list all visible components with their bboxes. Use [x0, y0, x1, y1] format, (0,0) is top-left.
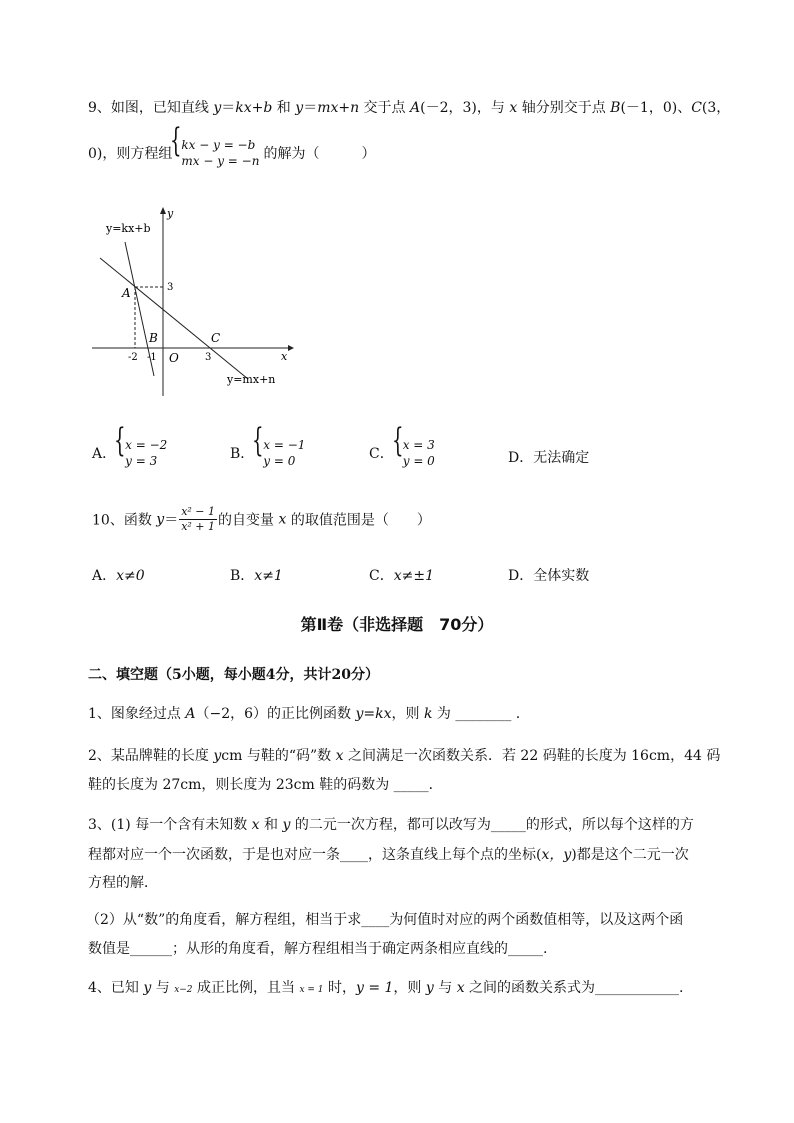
q9-option-d[interactable]: D．无法确定 — [508, 450, 590, 466]
q9-line1: 9、如图，已知直线 y＝kx+b 和 y＝mx+n 交于点 A(－2，3)，与 x 轴分别交于点 B(－1，0)、C(3， — [88, 100, 731, 116]
origin-label: O — [169, 351, 179, 365]
q9-graph — [90, 200, 300, 400]
tick-y-3: 3 — [167, 282, 174, 293]
tick-x-neg2: -2 — [128, 352, 138, 363]
label-mxn: y=mx+n — [227, 373, 276, 386]
part2-title: 第Ⅱ卷（非选择题 70分） — [300, 615, 494, 634]
axis-y-label: y — [167, 207, 174, 220]
y-axis-arrow-icon — [160, 207, 166, 214]
q10-stem: 10、函数 y＝ $\frac{\text{x² − 1}}{\text{x² + 1}}$ 的自变量 x 的取值范围是（ ） — [92, 505, 431, 533]
label-kxb: y=kx+b — [106, 222, 151, 235]
q9-option-c[interactable]: C． { x = 3 y = 0 — [369, 437, 435, 469]
fraction: $\frac{\text{x² − 1}}{\text{x² + 1}}$ — [181, 505, 216, 533]
fill-q3-part2-line2: 数值是______；从形的角度看，解方程组相当于确定两条相应直线的_____. — [88, 941, 548, 957]
fill-q4: 4、已知 y 与 x−2 成正比例，且当 x = 1 时，y = 1，则 y 与 x 之间的函数关系式为____________. — [88, 980, 684, 996]
point-C-label: C — [211, 331, 221, 345]
q9-option-a[interactable]: A． { x = −2 y = 3 — [92, 437, 167, 469]
axis-x-label: x — [281, 350, 288, 363]
equation-system — [172, 137, 259, 169]
equation-row: { kx − y = −b — [181, 138, 256, 152]
x-axis-arrow-icon — [288, 345, 294, 351]
fill-q2-line2: 鞋的长度为 27cm，则长度为 23cm 鞋的码数为 _____． — [88, 777, 443, 793]
q10-option-c[interactable]: C．x≠±1 — [369, 568, 434, 584]
fill-q1: 1、图象经过点 A（−2，6）的正比例函数 y=kx，则 k 为 ________ . — [88, 706, 521, 722]
fill-q3-line1: 3、(1) 每一个含有未知数 x 和 y 的二元一次方程，都可以改写为_____的形式，所以每个这样的方 — [88, 817, 694, 833]
point-A-label: A — [122, 286, 131, 300]
q10-option-a[interactable]: A．x≠0 — [92, 568, 145, 584]
fill-q3-line3: 方程的解． — [88, 875, 158, 891]
tick-x-3: 3 — [205, 352, 212, 363]
fill-q3-part2-line1: （2）从“数”的角度看，解方程组，相当于求____为何值时对应的两个函数值相等，以及这两个函 — [86, 912, 684, 928]
q9-line2: 0)，则方程组 { kx − y = −b mx − y = −n 的解为（ ） — [88, 137, 375, 169]
section2-header: 二、填空题（5小题，每小题4分，共计20分） — [88, 667, 379, 683]
point-B-label: B — [149, 331, 158, 345]
q10-option-b[interactable]: B．x≠1 — [230, 568, 283, 584]
equation-row: mx − y = −n — [181, 154, 260, 168]
q9-option-b[interactable]: B． { x = −1 y = 0 — [230, 437, 305, 469]
fill-q3-line2: 程都对应一个一次函数，于是也对应一条____，这条直线上每个点的坐标(x，y)都是这个二元一次 — [88, 847, 689, 863]
fill-q2-line1: 2、某品牌鞋的长度 ycm 与鞋的“码”数 x 之间满足一次函数关系．若 22 码鞋的长度为 16cm，44 码 — [88, 748, 721, 764]
q10-option-d[interactable]: D．全体实数 — [508, 568, 590, 584]
tick-x-neg1: -1 — [147, 352, 157, 363]
